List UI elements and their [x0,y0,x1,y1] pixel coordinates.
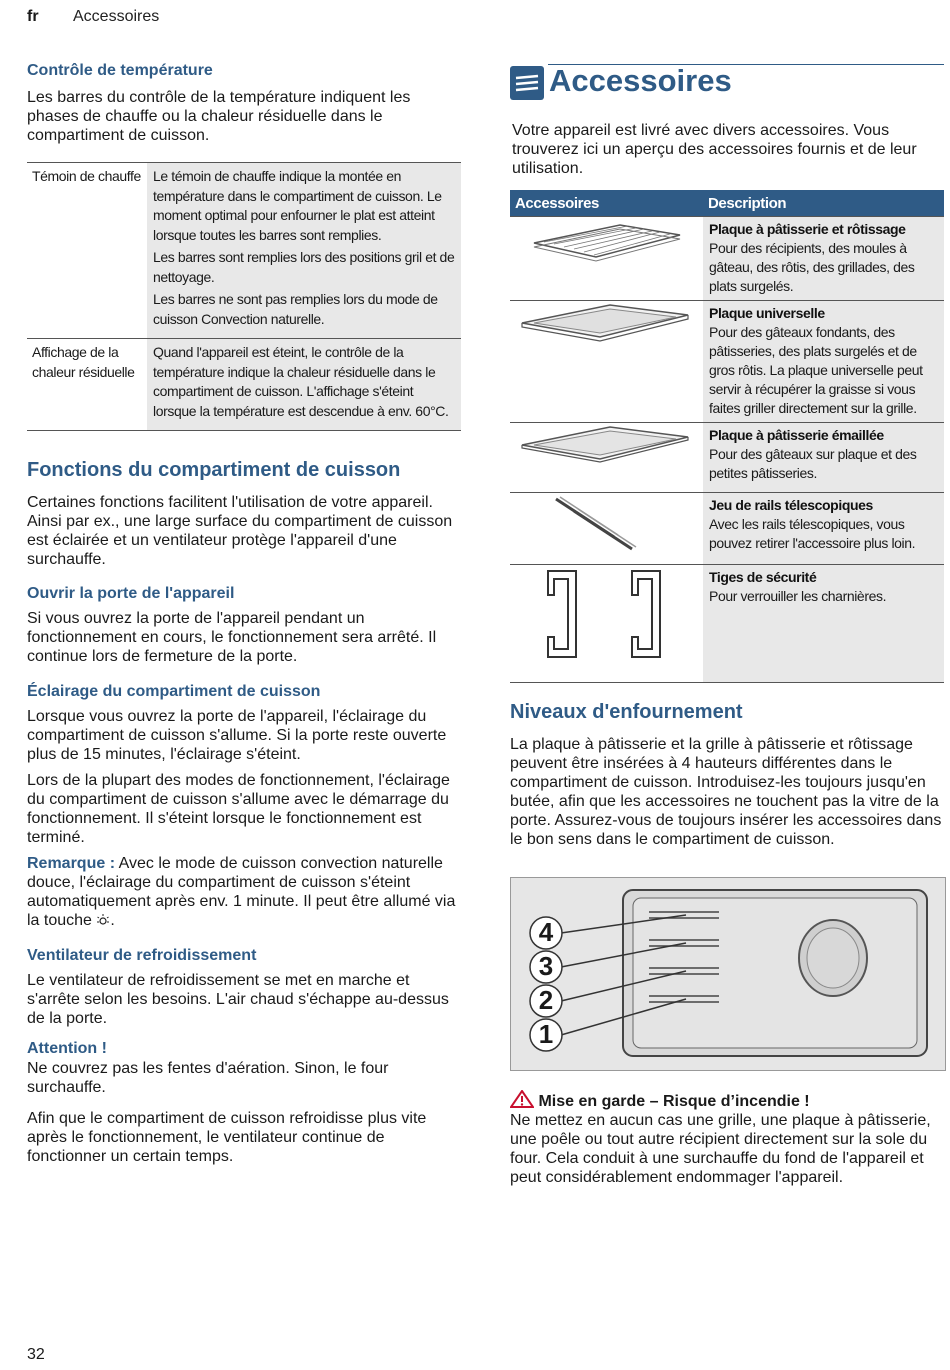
header-description: Description [703,190,944,217]
accessories-title-row [510,64,944,104]
temperature-control-table [27,162,461,431]
accessories-section [510,121,944,683]
note-paragraph: Remarque : Avec le mode de cuisson convection naturelle douce, l'éclairage du compartiment de cuisson s'éteint automatiquement après env. 1 minute. Il peut être allumé via la touche . [27,855,456,929]
table-row [510,217,944,301]
table-header-row [510,190,944,217]
accessory-name: Plaque à pâtisserie et rôtissage [709,221,906,237]
warning-icon [510,1090,534,1108]
row-paragraph: Quand l'appareil est éteint, le contrôle de la température indique la chaleur résiduelle dans le compartiment de cuisson. L'affichage s'éteint lorsque la température est descendue à env. 60°C. [153,344,449,419]
accessories-intro: Votre appareil est livré avec divers accessoires. Vous trouverez ici un aperçu des accessoires fournis et de leur utilisation. [512,122,917,177]
accessory-name: Plaque universelle [709,305,825,321]
accessory-image-cell [510,423,703,493]
row-key: Témoin de chauffe [32,168,141,184]
lighting-text-1: Lorsque vous ouvrez la porte de l'appareil, l'éclairage du compartiment de cuisson s'allume. Si la porte reste ouverte plus de 15 minutes, l'éclairage s'éteint. [27,708,447,763]
table-row [27,339,461,431]
door-text: Si vous ouvrez la porte de l'appareil pendant un fonctionnement en cours, le fonctionnement sera arrêté. Il continue lors de fermeture de la porte. [27,610,437,665]
accessory-description: Pour des gâteaux fondants, des pâtisseries, des plats surgelés et de gros rôtis. La plaque universelle peut servir à récupérer la graisse si vous faites griller directement sur la grille. [709,324,923,416]
accessory-description-cell [703,217,944,301]
accessory-image-cell [510,301,703,423]
functions-text: Certaines fonctions facilitent l'utilisation de votre appareil. Ainsi par ex., une large surface du compartiment de cuisson est éclairée et un ventilateur protège l'appareil d'une surchauffe. [27,494,453,568]
table-row [510,423,944,493]
accessory-description: Pour des récipients, des moules à gâteau, des rôtis, des grillades, des plats surgelés. [709,240,915,294]
note-text: Avec le mode de cuisson convection naturelle douce, l'éclairage du compartiment de cuisson s'éteint automatiquement après env. 1 minute. Il peut être allumé via la touche [27,855,456,929]
warning-title: Mise en garde – Risque d’incendie ! [538,1093,810,1110]
warning-title-line [510,1090,944,1111]
levels-text: La plaque à pâtisserie et la grille à pâtisserie et rôtissage peuvent être insérées à 4 hauteurs différentes dans le compartiment de cuisson. Introduisez-les toujours jusqu'en butée, afin que les accessoires ne touchent pas la vitre de la porte. Assurez-vous de toujours insérer les accessoires dans le bon sens dans le compartiment de cuisson. [510,736,942,848]
table-row [27,163,461,339]
row-value [147,163,461,339]
fire-warning [510,1090,944,1187]
oven-cavity-drawing [511,878,945,1070]
accessory-description-cell [703,493,944,565]
table-row [510,493,944,565]
row-paragraph: Les barres ne sont pas remplies lors du mode de cuisson Convection naturelle. [153,291,438,327]
lighting-text-2: Lors de la plupart des modes de fonctionnement, l'éclairage du compartiment de cuisson s'allume avec le démarrage du fonctionnement. Il s'éteint lorsque le fonctionnement est terminé. [27,772,450,846]
accessory-image-cell [510,493,703,565]
table-row [510,565,944,683]
accessories-title: Accessoires [549,63,732,98]
section-header: Accessoires [73,8,160,25]
accessory-image-cell [510,565,703,683]
accessory-description: Pour des gâteaux sur plaque et des petites pâtisseries. [709,446,917,481]
accessory-name: Plaque à pâtisserie émaillée [709,427,884,443]
language-code: fr [27,8,39,25]
level-label: 4 [538,917,554,947]
row-key: Affichage de la chaleur résiduelle [27,339,147,431]
level-label: 2 [538,985,554,1015]
accessories-table [510,190,944,683]
light-key-icon [96,913,110,927]
level-label: 1 [538,1019,554,1049]
baking-tray-icon [510,423,703,487]
header-accessories: Accessoires [510,190,703,217]
oven-levels-diagram [510,877,946,1071]
accessory-name: Jeu de rails télescopiques [709,497,873,513]
chapter-icon [510,66,544,100]
accessory-description: Avec les rails télescopiques, vous pouvez retirer l'accessoire plus loin. [709,516,916,551]
fan-text: Le ventilateur de refroidissement se met en marche et s'arrête selon les besoins. L'air chaud s'échappe au-dessus de la porte. [27,972,449,1027]
universal-pan-icon [510,301,703,415]
fan-heading: Ventilateur de refroidissement [27,947,257,964]
row-paragraph: Le témoin de chauffe indique la montée en température dans le compartiment de cuisson. Le moment optimal pour enfourner le plat est atteint lorsque toutes les barres sont remplies. [153,168,442,243]
left-column [27,60,461,1166]
lighting-heading: Éclairage du compartiment de cuisson [27,683,321,700]
accessory-description-cell [703,301,944,423]
level-label: 3 [538,951,554,981]
wire-rack-icon [510,217,703,293]
page-number: 32 [27,1346,45,1363]
row-value [147,339,461,431]
accessory-description-cell [703,565,944,683]
row-paragraph: Les barres sont remplies lors des positions gril et de nettoyage. [153,249,455,285]
accessory-description-cell [703,423,944,493]
temperature-control-intro: Les barres du contrôle de la température indiquent les phases de chauffe ou la chaleur résiduelle dans le compartiment de cuisson. [27,89,411,144]
accessory-description: Pour verrouiller les charnières. [709,588,887,604]
door-heading: Ouvrir la porte de l'appareil [27,585,235,602]
attention-label: Attention ! [27,1040,107,1057]
note-label: Remarque : [27,855,116,872]
levels-section [510,701,944,849]
table-row [510,301,944,423]
accessory-image-cell [510,217,703,301]
temperature-control-heading: Contrôle de température [27,62,213,79]
attention-text: Ne couvrez pas les fentes d'aération. Sinon, le four surchauffe. [27,1060,389,1096]
safety-pins-icon [510,565,703,677]
fan-text-2: Afin que le compartiment de cuisson refroidisse plus vite après le fonctionnement, le ventilateur continue de fonctionner un certain temps. [27,1110,427,1165]
levels-heading: Niveaux d'enfournement [510,701,743,723]
warning-text: Ne mettez en aucun cas une grille, une plaque à pâtisserie, une poêle ou tout autre récipient directement sur la sole du four. Cela conduit à une surchauffe du fond de l'appareil et peut considérablement endommager l'appareil. [510,1112,931,1186]
accessory-name: Tiges de sécurité [709,569,817,585]
telescopic-rails-icon [510,493,703,559]
functions-heading: Fonctions du compartiment de cuisson [27,459,401,481]
